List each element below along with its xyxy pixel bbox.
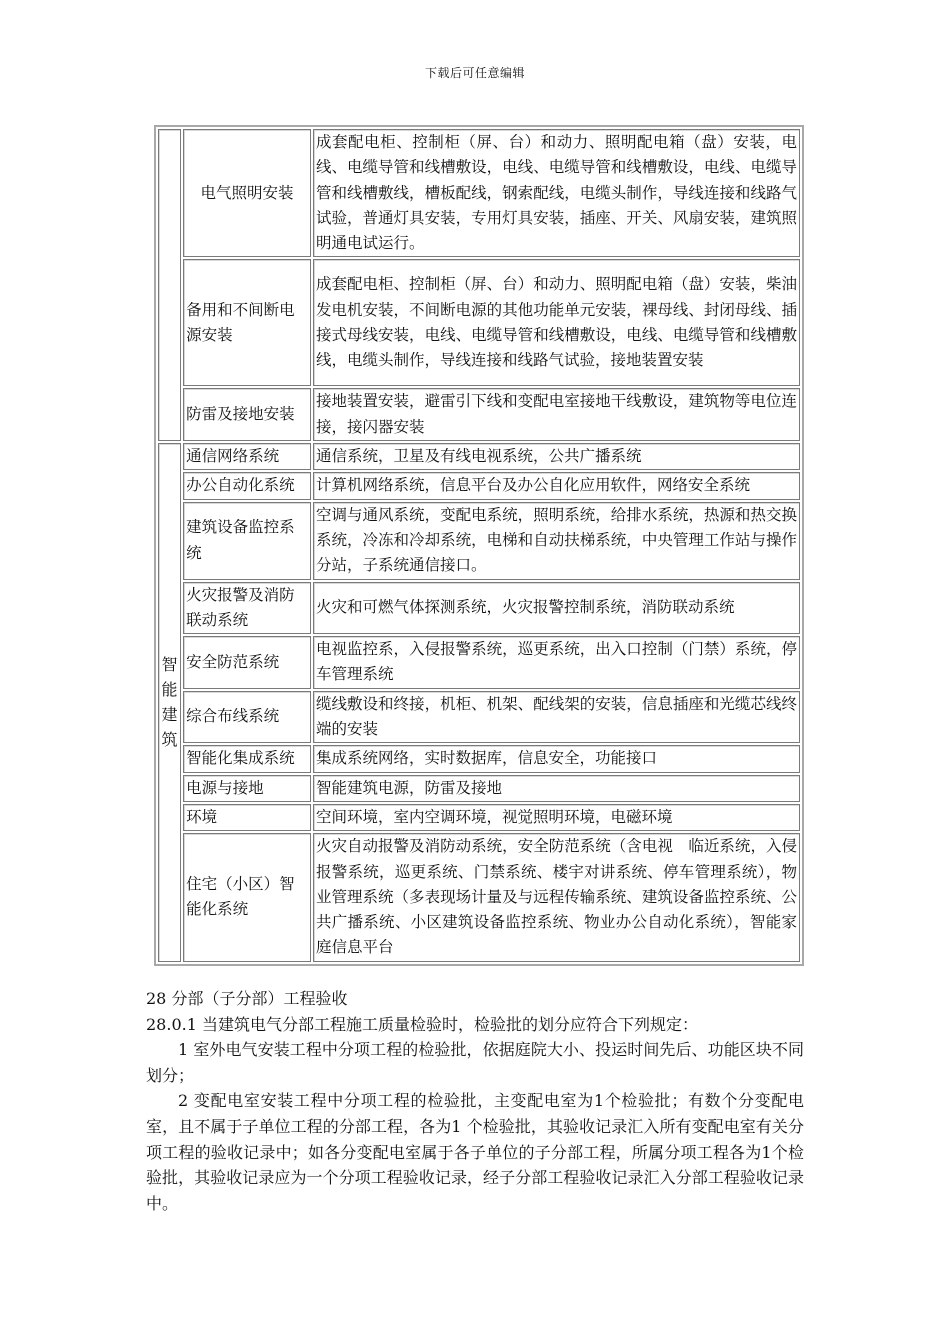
table-row [158, 833, 800, 961]
table-row [158, 472, 800, 499]
content-cell: 接地装置安装，避雷引下线和变配电室接地干线敷设，建筑物等电位连接，接闪器安装 [313, 388, 800, 441]
table-row [158, 388, 800, 441]
content-cell: 火灾和可燃气体探测系统，火灾报警控制系统，消防联动系统 [313, 582, 800, 635]
item-cell: 通信网络系统 [183, 443, 311, 470]
content-cell: 计算机网络系统，信息平台及办公自化应用软件，网络安全系统 [313, 472, 800, 499]
content-cell: 智能建筑电源，防雷及接地 [313, 775, 800, 802]
body-text [146, 986, 804, 1216]
item-cell: 电源与接地 [183, 775, 311, 802]
table-row [158, 636, 800, 689]
group-cell [158, 443, 181, 962]
content-cell: 电视监控系，入侵报警系统，巡更系统，出入口控制（门禁）系统，停车管理系统 [313, 636, 800, 689]
content-cell: 集成系统网络，实时数据库，信息安全，功能接口 [313, 745, 800, 772]
table-row [158, 775, 800, 802]
scope-table [154, 125, 804, 966]
item-cell: 综合布线系统 [183, 691, 311, 744]
list-item: 1 室外电气安装工程中分项工程的检验批，依据庭院大小、投运时间先后、功能区块不同划分； [146, 1040, 804, 1085]
content-cell: 火灾自动报警及消防动系统，安全防范系统（含电视 临近系统，入侵报警系统，巡更系统、门禁系统、楼宇对讲系统、停车管理系统），物业管理系统（多表现场计量及与远程传输系统、建筑设备监控系统、公共广播系统、小区建筑设备监控系统、物业办公自动化系统），智能家庭信息平台 [313, 833, 800, 961]
page-header: 下载后可任意编辑 [424, 66, 525, 80]
list-item: 2 变配电室安装工程中分项工程的检验批，主变配电室为1个检验批；有数个分变配电室，且不属于子单位工程的分部工程，各为1 个检验批，其验收记录汇入所有变配电室有关分项工程的验收记录中；如各分变配电室属于各子单位的子分部工程，所属分项工程各为1个检验批，其验收记录应为一个分项工程验收记录，经子分部工程验收记录汇入分部工程验收记录中。 [146, 1091, 804, 1213]
content-cell: 空调与通风系统，变配电系统，照明系统，给排水系统，热源和热交换系统，冷冻和冷却系统，电梯和自动扶梯系统，中央管理工作站与操作分站，子系统通信接口。 [313, 502, 800, 580]
table-row [158, 582, 800, 635]
clause-text: 28.0.1 当建筑电气分部工程施工质量检验时，检验批的划分应符合下列规定： [146, 1014, 698, 1034]
content-cell: 缆线敷设和终接，机柜、机架、配线架的安装，信息插座和光缆芯线终端的安装 [313, 691, 800, 744]
item-cell: 备用和不间断电源安装 [183, 259, 311, 386]
content-cell: 成套配电柜、控制柜（屏、台）和动力、照明配电箱（盘）安装，柴油发电机安装，不间断电源的其他功能单元安装，裸母线、封闭母线、插接式母线安装，电线、电缆导管和线槽敷设，电线、电缆导管和线槽敷线，电缆头制作，导线连接和线路气试验，接地装置安装 [313, 259, 800, 386]
table-row [158, 691, 800, 744]
content-cell: 成套配电柜、控制柜（屏、台）和动力、照明配电箱（盘）安装，电线、电缆导管和线槽敷设，电线、电缆导管和线槽敷设，电线、电缆导管和线槽敷线，槽板配线，钢索配线，电缆头制作，导线连接和线路气试验，普通灯具安装，专用灯具安装，插座、开关、风扇安装，建筑照明通电试运行。 [313, 129, 800, 257]
section-title: 28 分部（子分部）工程验收 [146, 989, 348, 1008]
table-row [158, 259, 800, 386]
table-row [158, 443, 800, 470]
group-label: 智能建筑 [161, 654, 178, 749]
item-cell: 电气照明安装 [183, 129, 311, 257]
group-cell-empty [158, 129, 181, 441]
item-cell: 建筑设备监控系统 [183, 502, 311, 580]
item-cell: 火灾报警及消防联动系统 [183, 582, 311, 635]
table-row [158, 502, 800, 580]
item-cell: 安全防范系统 [183, 636, 311, 689]
table-row [158, 129, 800, 257]
table-row [158, 804, 800, 831]
item-cell: 办公自动化系统 [183, 472, 311, 499]
content-cell: 通信系统，卫星及有线电视系统，公共广播系统 [313, 443, 800, 470]
item-cell: 智能化集成系统 [183, 745, 311, 772]
table-row [158, 745, 800, 772]
item-cell: 环境 [183, 804, 311, 831]
item-cell: 防雷及接地安装 [183, 388, 311, 441]
item-cell: 住宅（小区）智能化系统 [183, 833, 311, 961]
content-cell: 空间环境，室内空调环境，视觉照明环境，电磁环境 [313, 804, 800, 831]
